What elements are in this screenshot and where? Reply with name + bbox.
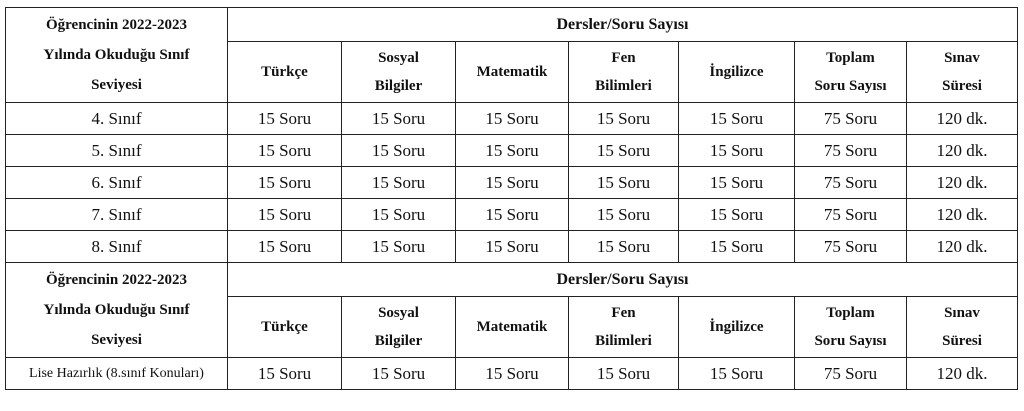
table-cell: 15 Soru — [342, 103, 456, 135]
table-cell: 75 Soru — [795, 358, 907, 390]
table-cell: 15 Soru — [569, 167, 679, 199]
table-cell: 15 Soru — [569, 231, 679, 263]
table-cell: 15 Soru — [569, 358, 679, 390]
table-row — [6, 103, 1018, 135]
table-cell: 15 Soru — [228, 358, 342, 390]
subjects-group-header: Dersler/Soru Sayısı — [228, 263, 1018, 297]
table-row — [6, 231, 1018, 263]
table-cell: 120 dk. — [907, 167, 1018, 199]
header-line: Yılında Okuduğu Sınıf — [43, 47, 190, 63]
header-line: Matematik — [476, 319, 548, 335]
table-cell: 75 Soru — [795, 199, 907, 231]
table-cell: 15 Soru — [456, 167, 569, 199]
subjects-group-header: Dersler/Soru Sayısı — [228, 8, 1018, 42]
table-cell: 15 Soru — [456, 358, 569, 390]
table-cell: 15 Soru — [679, 167, 795, 199]
table-cell: 15 Soru — [228, 103, 342, 135]
grade-level-header — [6, 263, 228, 358]
subject-column-header — [907, 297, 1018, 358]
header-line: Fen — [611, 50, 636, 66]
header-line: İngilizce — [709, 64, 764, 80]
table-row — [6, 167, 1018, 199]
table-cell: 15 Soru — [228, 135, 342, 167]
table-cell: 15 Soru — [569, 135, 679, 167]
header-line: İngilizce — [709, 319, 764, 335]
header-line: Sosyal — [378, 50, 419, 66]
table-cell: 120 dk. — [907, 358, 1018, 390]
table-cell: 15 Soru — [228, 167, 342, 199]
table-row — [6, 135, 1018, 167]
grade-label-cell: 6. Sınıf — [6, 167, 228, 199]
header-line: Süresi — [942, 78, 982, 94]
table-cell: 15 Soru — [228, 231, 342, 263]
table-cell: 75 Soru — [795, 167, 907, 199]
subject-column-header — [228, 42, 342, 103]
header-line: Matematik — [476, 64, 548, 80]
table-cell: 15 Soru — [456, 199, 569, 231]
table-cell: 75 Soru — [795, 135, 907, 167]
header-line: Sınav — [944, 305, 980, 321]
exam-table-body — [6, 8, 1018, 390]
subject-column-header — [679, 297, 795, 358]
header-line: Toplam — [826, 305, 875, 321]
subject-column-header — [679, 42, 795, 103]
table-cell: 15 Soru — [342, 167, 456, 199]
grade-label-cell: 8. Sınıf — [6, 231, 228, 263]
header-line: Soru Sayısı — [814, 78, 887, 94]
header-line: Sınav — [944, 50, 980, 66]
header-line: Seviyesi — [91, 332, 142, 348]
table-cell: 15 Soru — [679, 358, 795, 390]
table-cell: 15 Soru — [679, 103, 795, 135]
header-line: Bilgiler — [374, 78, 423, 94]
header-line: Sosyal — [378, 305, 419, 321]
subject-column-header — [342, 297, 456, 358]
table-cell: 15 Soru — [679, 135, 795, 167]
header-line: Seviyesi — [91, 77, 142, 93]
grade-label-cell: Lise Hazırlık (8.sınıf Konuları) — [6, 358, 228, 390]
subject-column-header — [795, 42, 907, 103]
grade-label-cell: 4. Sınıf — [6, 103, 228, 135]
grade-label-cell: 5. Sınıf — [6, 135, 228, 167]
header-line: Soru Sayısı — [814, 333, 887, 349]
header-line: Öğrencinin 2022-2023 — [46, 272, 187, 288]
subject-column-header — [569, 42, 679, 103]
subject-column-header — [228, 297, 342, 358]
header-line: Öğrencinin 2022-2023 — [46, 17, 187, 33]
grade-label-cell: 7. Sınıf — [6, 199, 228, 231]
table-cell: 15 Soru — [569, 103, 679, 135]
header-line: Toplam — [826, 50, 875, 66]
header-line: Bilimleri — [595, 78, 652, 94]
table-cell: 75 Soru — [795, 231, 907, 263]
header-line: Yılında Okuduğu Sınıf — [43, 302, 190, 318]
grade-level-header — [6, 8, 228, 103]
subject-column-header — [342, 42, 456, 103]
table-cell: 15 Soru — [342, 231, 456, 263]
header-line: Türkçe — [261, 319, 308, 335]
table-cell: 15 Soru — [679, 199, 795, 231]
subject-column-header — [456, 42, 569, 103]
subject-column-header — [795, 297, 907, 358]
subject-column-header — [907, 42, 1018, 103]
header-row — [6, 263, 1018, 297]
table-row — [6, 358, 1018, 390]
table-row — [6, 199, 1018, 231]
table-cell: 120 dk. — [907, 199, 1018, 231]
table-cell: 120 dk. — [907, 231, 1018, 263]
exam-table — [5, 7, 1018, 390]
table-cell: 15 Soru — [456, 135, 569, 167]
table-cell: 15 Soru — [342, 199, 456, 231]
header-line: Türkçe — [261, 64, 308, 80]
header-line: Süresi — [942, 333, 982, 349]
header-row — [6, 8, 1018, 42]
header-line: Fen — [611, 305, 636, 321]
table-cell: 15 Soru — [456, 231, 569, 263]
header-line: Bilgiler — [374, 333, 423, 349]
table-cell: 120 dk. — [907, 135, 1018, 167]
subject-column-header — [456, 297, 569, 358]
table-cell: 15 Soru — [569, 199, 679, 231]
table-cell: 15 Soru — [228, 199, 342, 231]
table-cell: 120 dk. — [907, 103, 1018, 135]
table-cell: 15 Soru — [342, 135, 456, 167]
header-line: Bilimleri — [595, 333, 652, 349]
subject-column-header — [569, 297, 679, 358]
table-cell: 15 Soru — [679, 231, 795, 263]
table-cell: 15 Soru — [342, 358, 456, 390]
table-cell: 75 Soru — [795, 103, 907, 135]
table-cell: 15 Soru — [456, 103, 569, 135]
